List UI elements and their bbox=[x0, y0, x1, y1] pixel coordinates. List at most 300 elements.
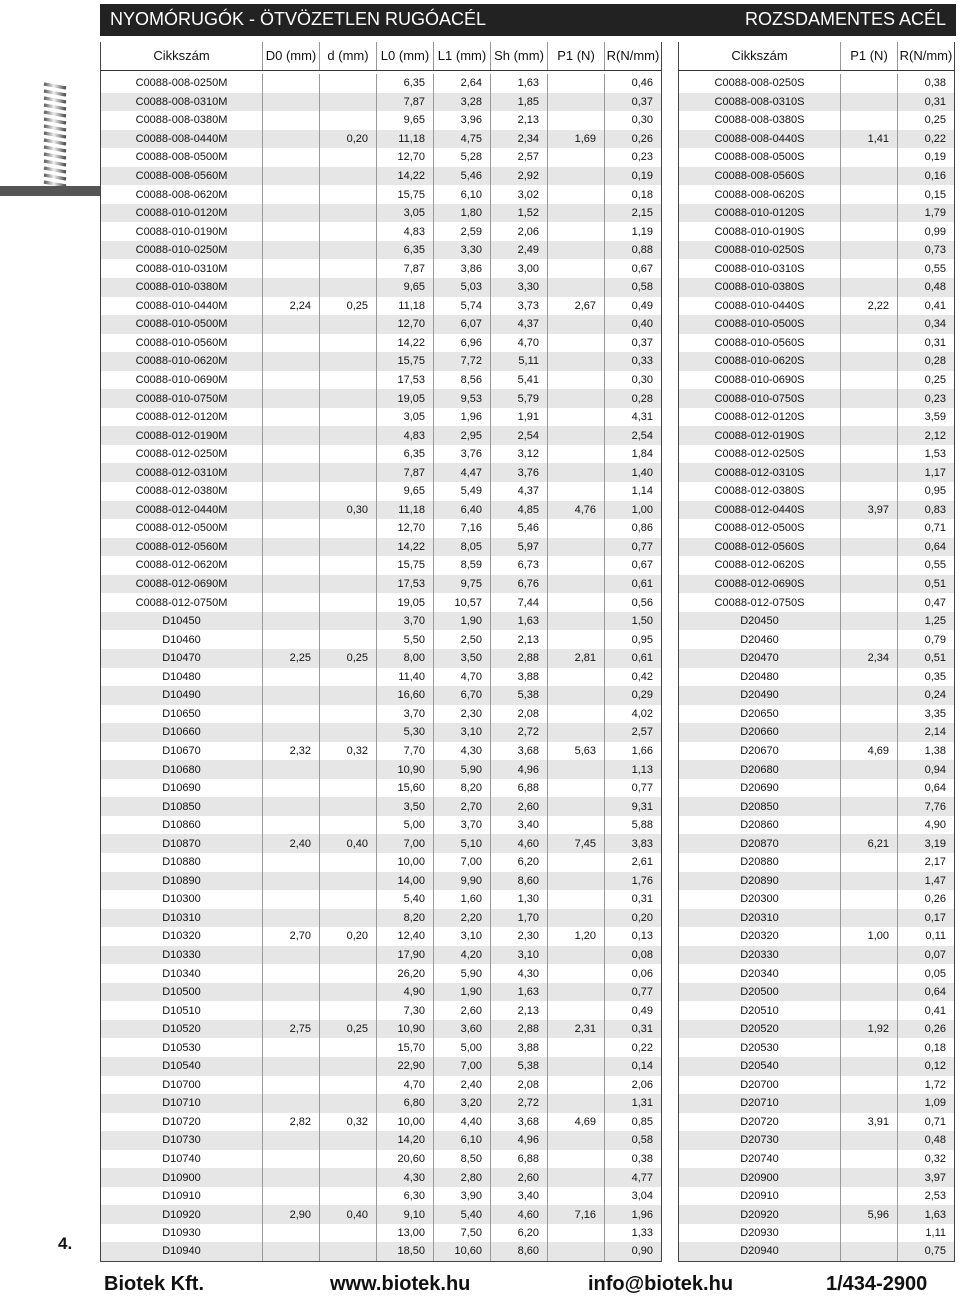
cell-d bbox=[320, 668, 377, 687]
table-row bbox=[679, 241, 955, 260]
cell-code: D10650 bbox=[101, 705, 263, 724]
cell-r: 0,61 bbox=[605, 575, 662, 594]
cell-l1: 2,60 bbox=[434, 1001, 491, 1020]
cell-d bbox=[320, 426, 377, 445]
cell-r-steel: 1,63 bbox=[898, 1205, 955, 1224]
table-row bbox=[679, 649, 955, 668]
cell-sh: 5,41 bbox=[491, 371, 548, 390]
cell-l1: 7,72 bbox=[434, 352, 491, 371]
cell-d bbox=[320, 538, 377, 557]
table-row bbox=[101, 723, 662, 742]
cell-r: 0,67 bbox=[605, 556, 662, 575]
col-header-code-steel: Cikkszám bbox=[679, 42, 841, 70]
cell-sh: 1,30 bbox=[491, 890, 548, 909]
cell-code: C0088-008-0440M bbox=[101, 130, 263, 149]
table-row bbox=[101, 1205, 662, 1224]
cell-r-steel: 4,90 bbox=[898, 816, 955, 835]
cell-p1: 2,67 bbox=[548, 297, 605, 316]
table-row bbox=[679, 1242, 955, 1261]
cell-r: 3,04 bbox=[605, 1187, 662, 1206]
cell-code: C0088-012-0750M bbox=[101, 593, 263, 612]
cell-r-steel: 0,99 bbox=[898, 222, 955, 241]
cell-d bbox=[320, 445, 377, 464]
cell-code-steel: C0088-008-0310S bbox=[679, 93, 841, 112]
cell-r: 0,33 bbox=[605, 352, 662, 371]
table-row bbox=[101, 556, 662, 575]
table-row bbox=[679, 111, 955, 130]
table-row bbox=[679, 612, 955, 631]
cell-code-steel: D20880 bbox=[679, 853, 841, 872]
cell-r: 5,88 bbox=[605, 816, 662, 835]
cell-r-steel: 0,41 bbox=[898, 297, 955, 316]
cell-p1: 2,31 bbox=[548, 1020, 605, 1039]
cell-l1: 2,20 bbox=[434, 909, 491, 928]
table-row bbox=[679, 1131, 955, 1150]
cell-l1: 3,96 bbox=[434, 111, 491, 130]
cell-p1-steel bbox=[841, 426, 898, 445]
cell-r: 0,29 bbox=[605, 686, 662, 705]
cell-code-steel: C0088-008-0440S bbox=[679, 130, 841, 149]
cell-sh: 5,46 bbox=[491, 519, 548, 538]
table-row bbox=[101, 519, 662, 538]
cell-d0 bbox=[263, 556, 320, 575]
cell-l1: 4,75 bbox=[434, 130, 491, 149]
cell-p1-steel bbox=[841, 723, 898, 742]
cell-p1 bbox=[548, 111, 605, 130]
cell-p1 bbox=[548, 93, 605, 112]
cell-p1: 1,20 bbox=[548, 927, 605, 946]
cell-l0: 15,60 bbox=[377, 779, 434, 798]
cell-sh: 2,34 bbox=[491, 130, 548, 149]
cell-p1-steel bbox=[841, 1001, 898, 1020]
table-row bbox=[101, 760, 662, 779]
cell-p1-steel: 5,96 bbox=[841, 1205, 898, 1224]
cell-code: D10300 bbox=[101, 890, 263, 909]
cell-p1 bbox=[548, 1187, 605, 1206]
cell-p1 bbox=[548, 1168, 605, 1187]
cell-p1-steel bbox=[841, 630, 898, 649]
cell-p1-steel bbox=[841, 1094, 898, 1113]
cell-sh: 1,63 bbox=[491, 74, 548, 93]
table-row bbox=[679, 668, 955, 687]
cell-sh: 4,96 bbox=[491, 760, 548, 779]
cell-p1-steel bbox=[841, 983, 898, 1002]
cell-l0: 14,00 bbox=[377, 872, 434, 891]
cell-d0 bbox=[263, 538, 320, 557]
cell-l1: 5,74 bbox=[434, 297, 491, 316]
cell-p1-steel bbox=[841, 946, 898, 965]
cell-p1: 5,63 bbox=[548, 742, 605, 761]
cell-d0 bbox=[263, 890, 320, 909]
footer-phone: 1/434-2900 bbox=[826, 1273, 928, 1295]
cell-l0: 4,90 bbox=[377, 983, 434, 1002]
cell-d0 bbox=[263, 1168, 320, 1187]
cell-l0: 14,22 bbox=[377, 334, 434, 353]
table-row bbox=[101, 1187, 662, 1206]
cell-sh: 3,73 bbox=[491, 297, 548, 316]
cell-code: C0088-012-0120M bbox=[101, 408, 263, 427]
cell-l0: 6,35 bbox=[377, 445, 434, 464]
cell-code: D10860 bbox=[101, 816, 263, 835]
cell-l1: 5,90 bbox=[434, 964, 491, 983]
cell-code-steel: C0088-010-0310S bbox=[679, 259, 841, 278]
cell-sh: 1,70 bbox=[491, 909, 548, 928]
table-row bbox=[101, 130, 662, 149]
cell-d0 bbox=[263, 1038, 320, 1057]
cell-sh: 6,88 bbox=[491, 779, 548, 798]
cell-p1 bbox=[548, 686, 605, 705]
cell-d0 bbox=[263, 130, 320, 149]
col-header-sh: Sh (mm) bbox=[491, 42, 548, 70]
table-row bbox=[101, 834, 662, 853]
cell-l1: 5,03 bbox=[434, 278, 491, 297]
cell-r-steel: 0,73 bbox=[898, 241, 955, 260]
cell-code-steel: C0088-012-0380S bbox=[679, 482, 841, 501]
cell-p1-steel: 1,41 bbox=[841, 130, 898, 149]
cell-d0 bbox=[263, 686, 320, 705]
cell-code-steel: C0088-008-0380S bbox=[679, 111, 841, 130]
table-row bbox=[679, 760, 955, 779]
cell-code-steel: D20910 bbox=[679, 1187, 841, 1206]
cell-r-steel: 0,25 bbox=[898, 371, 955, 390]
cell-p1-steel bbox=[841, 74, 898, 93]
cell-p1-steel bbox=[841, 204, 898, 223]
table-row bbox=[101, 297, 662, 316]
table-row bbox=[101, 426, 662, 445]
cell-r: 0,22 bbox=[605, 1038, 662, 1057]
cell-l1: 1,60 bbox=[434, 890, 491, 909]
cell-r: 0,23 bbox=[605, 148, 662, 167]
cell-d bbox=[320, 222, 377, 241]
cell-sh: 4,96 bbox=[491, 1131, 548, 1150]
table-row bbox=[101, 853, 662, 872]
table-row bbox=[679, 834, 955, 853]
cell-l0: 15,75 bbox=[377, 185, 434, 204]
cell-d bbox=[320, 779, 377, 798]
cell-code: D10540 bbox=[101, 1057, 263, 1076]
cell-p1-steel bbox=[841, 556, 898, 575]
cell-d0: 2,70 bbox=[263, 927, 320, 946]
cell-r: 0,90 bbox=[605, 1242, 662, 1261]
cell-l0: 17,53 bbox=[377, 371, 434, 390]
cell-l1: 3,10 bbox=[434, 927, 491, 946]
table-row bbox=[679, 278, 955, 297]
table-row bbox=[679, 1224, 955, 1243]
cell-r-steel: 1,72 bbox=[898, 1076, 955, 1095]
cell-code-steel: D20690 bbox=[679, 779, 841, 798]
table-row bbox=[679, 1094, 955, 1113]
cell-d bbox=[320, 241, 377, 260]
table-row bbox=[679, 408, 955, 427]
table-row bbox=[101, 1131, 662, 1150]
cell-r: 0,77 bbox=[605, 779, 662, 798]
cell-code: D10910 bbox=[101, 1187, 263, 1206]
table-row bbox=[679, 297, 955, 316]
cell-d bbox=[320, 1057, 377, 1076]
cell-l1: 3,20 bbox=[434, 1094, 491, 1113]
cell-code-steel: D20340 bbox=[679, 964, 841, 983]
cell-l0: 10,00 bbox=[377, 853, 434, 872]
cell-d0 bbox=[263, 1131, 320, 1150]
cell-d0 bbox=[263, 445, 320, 464]
cell-sh: 2,49 bbox=[491, 241, 548, 260]
cell-r: 0,37 bbox=[605, 334, 662, 353]
cell-code: C0088-008-0250M bbox=[101, 74, 263, 93]
cell-p1 bbox=[548, 482, 605, 501]
cell-d bbox=[320, 612, 377, 631]
cell-r: 0,13 bbox=[605, 927, 662, 946]
cell-p1-steel bbox=[841, 389, 898, 408]
cell-p1-steel: 2,34 bbox=[841, 649, 898, 668]
cell-code: C0088-008-0620M bbox=[101, 185, 263, 204]
cell-d bbox=[320, 797, 377, 816]
table-row bbox=[101, 705, 662, 724]
cell-l0: 11,18 bbox=[377, 297, 434, 316]
cell-code: D10310 bbox=[101, 909, 263, 928]
table-row bbox=[101, 575, 662, 594]
cell-code-steel: D20450 bbox=[679, 612, 841, 631]
cell-r: 1,66 bbox=[605, 742, 662, 761]
cell-code: C0088-008-0500M bbox=[101, 148, 263, 167]
cell-d0 bbox=[263, 612, 320, 631]
cell-code-steel: D20480 bbox=[679, 668, 841, 687]
cell-l0: 7,00 bbox=[377, 834, 434, 853]
cell-l0: 3,05 bbox=[377, 408, 434, 427]
cell-r: 1,76 bbox=[605, 872, 662, 891]
cell-l0: 3,50 bbox=[377, 797, 434, 816]
cell-l0: 11,18 bbox=[377, 501, 434, 520]
cell-r-steel: 0,83 bbox=[898, 501, 955, 520]
cell-l0: 11,40 bbox=[377, 668, 434, 687]
cell-l0: 19,05 bbox=[377, 593, 434, 612]
table-row bbox=[101, 1150, 662, 1169]
table-row bbox=[101, 445, 662, 464]
table-row bbox=[101, 946, 662, 965]
cell-p1-steel bbox=[841, 482, 898, 501]
cell-p1-steel bbox=[841, 872, 898, 891]
cell-l1: 2,30 bbox=[434, 705, 491, 724]
cell-p1 bbox=[548, 668, 605, 687]
cell-code-steel: D20310 bbox=[679, 909, 841, 928]
cell-d bbox=[320, 185, 377, 204]
cell-d bbox=[320, 315, 377, 334]
cell-r: 1,31 bbox=[605, 1094, 662, 1113]
cell-d0 bbox=[263, 705, 320, 724]
cell-d0 bbox=[263, 519, 320, 538]
cell-r-steel: 1,17 bbox=[898, 463, 955, 482]
cell-p1 bbox=[548, 74, 605, 93]
cell-d bbox=[320, 167, 377, 186]
table-row bbox=[679, 742, 955, 761]
cell-code-steel: C0088-010-0120S bbox=[679, 204, 841, 223]
cell-sh: 2,30 bbox=[491, 927, 548, 946]
cell-d0 bbox=[263, 909, 320, 928]
cell-l0: 7,87 bbox=[377, 93, 434, 112]
cell-d0 bbox=[263, 593, 320, 612]
cell-sh: 5,11 bbox=[491, 352, 548, 371]
cell-l0: 3,05 bbox=[377, 204, 434, 223]
cell-l1: 2,40 bbox=[434, 1076, 491, 1095]
cell-d0 bbox=[263, 1224, 320, 1243]
cell-code-steel: D20300 bbox=[679, 890, 841, 909]
cell-l1: 5,49 bbox=[434, 482, 491, 501]
cell-r: 1,19 bbox=[605, 222, 662, 241]
table-row bbox=[101, 649, 662, 668]
cell-p1 bbox=[548, 1001, 605, 1020]
cell-l0: 12,40 bbox=[377, 927, 434, 946]
cell-sh: 2,54 bbox=[491, 426, 548, 445]
table-row bbox=[101, 185, 662, 204]
table-row bbox=[679, 909, 955, 928]
cell-p1-steel: 2,22 bbox=[841, 297, 898, 316]
cell-p1-steel bbox=[841, 612, 898, 631]
cell-d0 bbox=[263, 93, 320, 112]
cell-p1 bbox=[548, 222, 605, 241]
cell-d0 bbox=[263, 872, 320, 891]
cell-r-steel: 0,48 bbox=[898, 1131, 955, 1150]
cell-d0 bbox=[263, 241, 320, 260]
table-row bbox=[101, 686, 662, 705]
cell-d: 0,32 bbox=[320, 1113, 377, 1132]
cell-p1 bbox=[548, 593, 605, 612]
cell-r-steel: 0,75 bbox=[898, 1242, 955, 1261]
cell-code-steel: C0088-012-0560S bbox=[679, 538, 841, 557]
cell-p1: 7,16 bbox=[548, 1205, 605, 1224]
cell-code: D10500 bbox=[101, 983, 263, 1002]
cell-l1: 1,90 bbox=[434, 612, 491, 631]
cell-r: 0,19 bbox=[605, 167, 662, 186]
table-row bbox=[679, 93, 955, 112]
cell-p1-steel bbox=[841, 575, 898, 594]
table-row bbox=[679, 797, 955, 816]
cell-code: C0088-010-0620M bbox=[101, 352, 263, 371]
cell-p1-steel: 1,00 bbox=[841, 927, 898, 946]
cell-sh: 2,92 bbox=[491, 167, 548, 186]
cell-sh: 2,13 bbox=[491, 111, 548, 130]
table-row bbox=[679, 630, 955, 649]
cell-code-steel: D20650 bbox=[679, 705, 841, 724]
cell-r-steel: 0,31 bbox=[898, 93, 955, 112]
cell-p1 bbox=[548, 463, 605, 482]
table-row bbox=[101, 1242, 662, 1261]
cell-code: D10740 bbox=[101, 1150, 263, 1169]
table-row bbox=[101, 983, 662, 1002]
table-row bbox=[679, 890, 955, 909]
cell-p1 bbox=[548, 315, 605, 334]
cell-p1-steel bbox=[841, 686, 898, 705]
cell-r-steel: 0,17 bbox=[898, 909, 955, 928]
cell-r-steel: 1,47 bbox=[898, 872, 955, 891]
cell-l0: 9,65 bbox=[377, 482, 434, 501]
cell-d bbox=[320, 519, 377, 538]
cell-d bbox=[320, 593, 377, 612]
cell-l1: 1,90 bbox=[434, 983, 491, 1002]
cell-r: 0,58 bbox=[605, 1131, 662, 1150]
table-row bbox=[679, 389, 955, 408]
cell-p1 bbox=[548, 909, 605, 928]
cell-l1: 9,75 bbox=[434, 575, 491, 594]
cell-l1: 3,60 bbox=[434, 1020, 491, 1039]
cell-code: D10510 bbox=[101, 1001, 263, 1020]
cell-code: D10340 bbox=[101, 964, 263, 983]
cell-p1-steel bbox=[841, 222, 898, 241]
cell-d: 0,20 bbox=[320, 927, 377, 946]
cell-sh: 1,63 bbox=[491, 983, 548, 1002]
cell-d0 bbox=[263, 185, 320, 204]
cell-p1 bbox=[548, 538, 605, 557]
cell-p1: 2,81 bbox=[548, 649, 605, 668]
cell-l1: 5,00 bbox=[434, 1038, 491, 1057]
table-row bbox=[679, 556, 955, 575]
cell-r-steel: 1,11 bbox=[898, 1224, 955, 1243]
cell-r: 0,95 bbox=[605, 630, 662, 649]
cell-r-steel: 0,25 bbox=[898, 111, 955, 130]
cell-code-steel: D20320 bbox=[679, 927, 841, 946]
cell-d bbox=[320, 259, 377, 278]
cell-r-steel: 0,15 bbox=[898, 185, 955, 204]
cell-code-steel: C0088-010-0560S bbox=[679, 334, 841, 353]
table-row bbox=[101, 278, 662, 297]
header-title: NYOMÓRUGÓK - ÖTVÖZETLEN RUGÓACÉL bbox=[110, 9, 487, 29]
table-row bbox=[679, 964, 955, 983]
cell-code-steel: D20890 bbox=[679, 872, 841, 891]
cell-r-steel: 0,26 bbox=[898, 890, 955, 909]
cell-l1: 6,10 bbox=[434, 1131, 491, 1150]
spring-table-stainless bbox=[678, 42, 955, 1262]
cell-code-steel: D20860 bbox=[679, 816, 841, 835]
cell-l1: 8,05 bbox=[434, 538, 491, 557]
cell-l0: 6,35 bbox=[377, 241, 434, 260]
cell-code: C0088-012-0440M bbox=[101, 501, 263, 520]
cell-d bbox=[320, 1187, 377, 1206]
cell-r: 4,31 bbox=[605, 408, 662, 427]
cell-l1: 7,50 bbox=[434, 1224, 491, 1243]
cell-code: D10490 bbox=[101, 686, 263, 705]
cell-code: D10700 bbox=[101, 1076, 263, 1095]
cell-r-steel: 0,16 bbox=[898, 167, 955, 186]
cell-p1 bbox=[548, 1224, 605, 1243]
table-row bbox=[679, 1038, 955, 1057]
cell-r: 0,31 bbox=[605, 1020, 662, 1039]
cell-d0 bbox=[263, 315, 320, 334]
col-header-l1: L1 (mm) bbox=[434, 42, 491, 70]
cell-r-steel: 0,71 bbox=[898, 1113, 955, 1132]
cell-l0: 9,65 bbox=[377, 111, 434, 130]
cell-r-steel: 0,47 bbox=[898, 593, 955, 612]
cell-l1: 3,28 bbox=[434, 93, 491, 112]
cell-p1-steel bbox=[841, 797, 898, 816]
cell-r: 2,57 bbox=[605, 723, 662, 742]
cell-l1: 2,70 bbox=[434, 797, 491, 816]
cell-d bbox=[320, 1038, 377, 1057]
cell-d bbox=[320, 482, 377, 501]
table-row bbox=[679, 426, 955, 445]
col-header-p1-steel: P1 (N) bbox=[841, 42, 898, 70]
cell-d0 bbox=[263, 630, 320, 649]
cell-d bbox=[320, 408, 377, 427]
cell-l1: 5,90 bbox=[434, 760, 491, 779]
table-row bbox=[101, 1224, 662, 1243]
table-row bbox=[679, 538, 955, 557]
table-row bbox=[679, 686, 955, 705]
cell-d bbox=[320, 686, 377, 705]
cell-p1 bbox=[548, 983, 605, 1002]
cell-r: 0,85 bbox=[605, 1113, 662, 1132]
cell-r-steel: 0,07 bbox=[898, 946, 955, 965]
cell-d bbox=[320, 1001, 377, 1020]
cell-d0 bbox=[263, 334, 320, 353]
cell-d0 bbox=[263, 723, 320, 742]
